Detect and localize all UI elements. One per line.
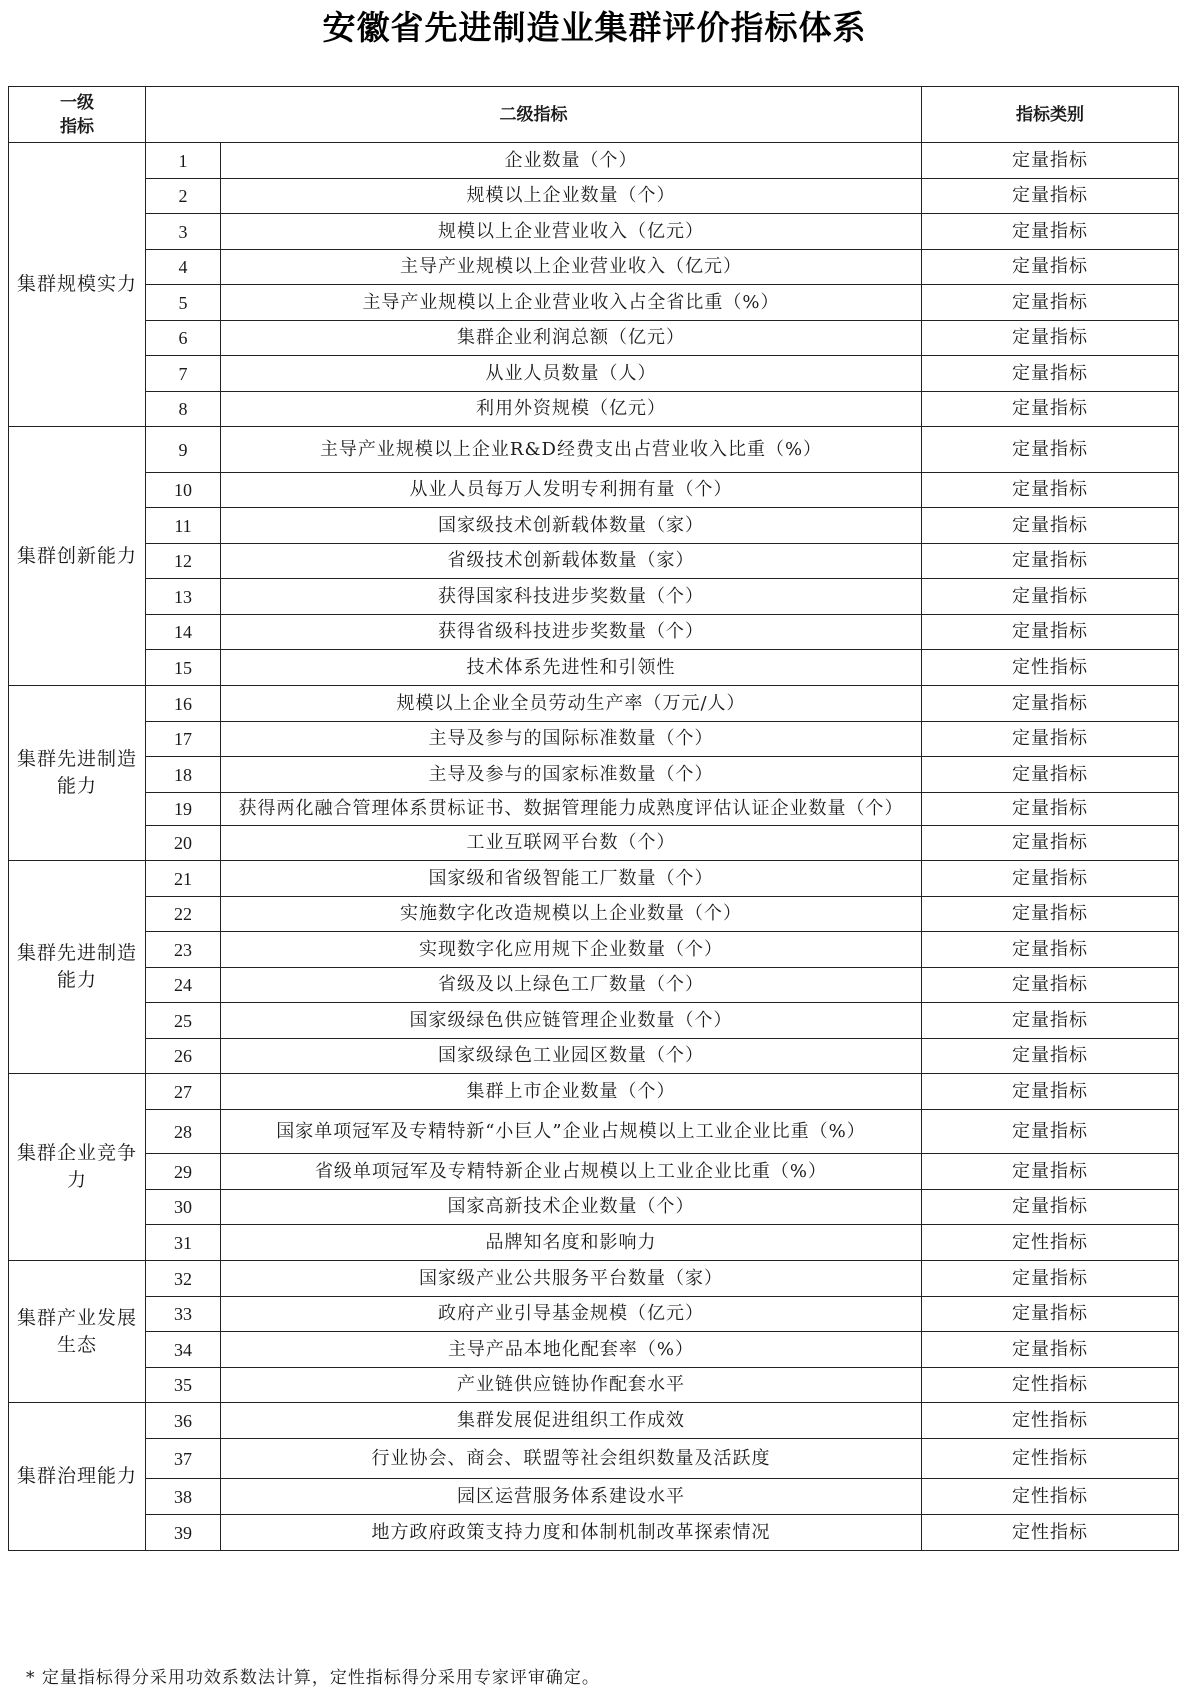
header-level1-line2: 指标 bbox=[60, 116, 94, 137]
row-number: 7 bbox=[146, 356, 221, 392]
row-number: 29 bbox=[146, 1154, 221, 1190]
row-number: 33 bbox=[146, 1297, 221, 1332]
indicator-name: 主导及参与的国家标准数量（个） bbox=[221, 757, 922, 793]
indicator-table bbox=[8, 86, 1179, 1551]
indicator-type: 定量指标 bbox=[922, 1154, 1179, 1190]
table-row bbox=[9, 1297, 1179, 1332]
row-number: 34 bbox=[146, 1332, 221, 1368]
indicator-type: 定量指标 bbox=[922, 285, 1179, 321]
indicator-name: 集群企业利润总额（亿元） bbox=[221, 321, 922, 356]
header-category: 指标类别 bbox=[922, 87, 1179, 143]
table-row bbox=[9, 321, 1179, 356]
indicator-name: 国家单项冠军及专精特新“小巨人”企业占规模以上工业企业比重（%） bbox=[221, 1110, 922, 1154]
table-row bbox=[9, 508, 1179, 544]
indicator-type: 定量指标 bbox=[922, 932, 1179, 968]
table-row bbox=[9, 392, 1179, 427]
level1-indicator bbox=[9, 143, 146, 427]
indicator-name: 规模以上企业营业收入（亿元） bbox=[221, 214, 922, 250]
indicator-name: 集群发展促进组织工作成效 bbox=[221, 1403, 922, 1439]
indicator-name: 国家级技术创新载体数量（家） bbox=[221, 508, 922, 544]
indicator-type: 定量指标 bbox=[922, 1003, 1179, 1039]
row-number: 11 bbox=[146, 508, 221, 544]
table-row bbox=[9, 1225, 1179, 1261]
indicator-type: 定性指标 bbox=[922, 1368, 1179, 1403]
table-row bbox=[9, 1368, 1179, 1403]
level1-indicator-line2: 力 bbox=[66, 1169, 87, 1191]
indicator-type: 定性指标 bbox=[922, 1225, 1179, 1261]
level1-indicator-line2: 能力 bbox=[56, 969, 97, 991]
row-number: 22 bbox=[146, 897, 221, 932]
indicator-type: 定量指标 bbox=[922, 544, 1179, 579]
row-number: 6 bbox=[146, 321, 221, 356]
indicator-type: 定量指标 bbox=[922, 793, 1179, 826]
level1-indicator-line2: 生态 bbox=[56, 1333, 97, 1356]
indicator-name: 省级技术创新载体数量（家） bbox=[221, 544, 922, 579]
indicator-name: 技术体系先进性和引领性 bbox=[221, 650, 922, 686]
table-header-row bbox=[9, 87, 1179, 143]
footnote: * 定量指标得分采用功效系数法计算，定性指标得分采用专家评审确定。 bbox=[26, 1668, 600, 1688]
table-row bbox=[9, 1479, 1179, 1515]
row-number: 10 bbox=[146, 473, 221, 508]
indicator-type: 定量指标 bbox=[922, 579, 1179, 615]
indicator-name: 主导及参与的国际标准数量（个） bbox=[221, 722, 922, 757]
indicator-name: 获得两化融合管理体系贯标证书、数据管理能力成熟度评估认证企业数量（个） bbox=[221, 793, 922, 826]
table-row bbox=[9, 356, 1179, 392]
indicator-type: 定量指标 bbox=[922, 214, 1179, 250]
indicator-type: 定量指标 bbox=[922, 1074, 1179, 1110]
indicator-name: 从业人员每万人发明专利拥有量（个） bbox=[221, 473, 922, 508]
indicator-type: 定量指标 bbox=[922, 392, 1179, 427]
table-row bbox=[9, 250, 1179, 285]
table-row bbox=[9, 473, 1179, 508]
table-row bbox=[9, 179, 1179, 214]
table-row bbox=[9, 214, 1179, 250]
row-number: 17 bbox=[146, 722, 221, 757]
row-number: 1 bbox=[146, 143, 221, 179]
table-row bbox=[9, 1074, 1179, 1110]
level1-indicator-line2: 能力 bbox=[56, 775, 97, 797]
indicator-name: 主导产品本地化配套率（%） bbox=[221, 1332, 922, 1368]
indicator-name: 获得省级科技进步奖数量（个） bbox=[221, 615, 922, 650]
indicator-type: 定量指标 bbox=[922, 1190, 1179, 1225]
row-number: 23 bbox=[146, 932, 221, 968]
row-number: 4 bbox=[146, 250, 221, 285]
indicator-name: 品牌知名度和影响力 bbox=[221, 1225, 922, 1261]
indicator-type: 定量指标 bbox=[922, 179, 1179, 214]
indicator-name: 产业链供应链协作配套水平 bbox=[221, 1368, 922, 1403]
indicator-type: 定量指标 bbox=[922, 1039, 1179, 1074]
level1-indicator-line1: 集群产业发展 bbox=[17, 1306, 138, 1329]
row-number: 9 bbox=[146, 427, 221, 473]
row-number: 39 bbox=[146, 1515, 221, 1551]
table-row bbox=[9, 615, 1179, 650]
indicator-name: 主导产业规模以上企业营业收入（亿元） bbox=[221, 250, 922, 285]
table-row bbox=[9, 1261, 1179, 1297]
page-title: 安徽省先进制造业集群评价指标体系 bbox=[322, 8, 867, 47]
indicator-type: 定量指标 bbox=[922, 321, 1179, 356]
table-row bbox=[9, 1003, 1179, 1039]
row-number: 14 bbox=[146, 615, 221, 650]
indicator-type: 定量指标 bbox=[922, 427, 1179, 473]
indicator-type: 定性指标 bbox=[922, 1515, 1179, 1551]
row-number: 3 bbox=[146, 214, 221, 250]
level1-indicator bbox=[9, 1074, 146, 1261]
table-row bbox=[9, 1332, 1179, 1368]
indicator-type: 定量指标 bbox=[922, 1297, 1179, 1332]
row-number: 2 bbox=[146, 179, 221, 214]
table-row bbox=[9, 722, 1179, 757]
row-number: 37 bbox=[146, 1439, 221, 1479]
level1-indicator bbox=[9, 861, 146, 1074]
header-level1 bbox=[9, 87, 146, 143]
row-number: 16 bbox=[146, 686, 221, 722]
level1-indicator-line1: 集群规模实力 bbox=[17, 273, 138, 295]
indicator-name: 利用外资规模（亿元） bbox=[221, 392, 922, 427]
indicator-name: 园区运营服务体系建设水平 bbox=[221, 1479, 922, 1515]
table-row bbox=[9, 861, 1179, 897]
row-number: 25 bbox=[146, 1003, 221, 1039]
indicator-type: 定性指标 bbox=[922, 1479, 1179, 1515]
indicator-name: 省级及以上绿色工厂数量（个） bbox=[221, 968, 922, 1003]
level1-indicator-line1: 集群治理能力 bbox=[17, 1465, 138, 1487]
indicator-type: 定量指标 bbox=[922, 356, 1179, 392]
header-level2: 二级指标 bbox=[146, 87, 922, 143]
indicator-type: 定量指标 bbox=[922, 722, 1179, 757]
row-number: 13 bbox=[146, 579, 221, 615]
indicator-name: 行业协会、商会、联盟等社会组织数量及活跃度 bbox=[221, 1439, 922, 1479]
indicator-name: 国家高新技术企业数量（个） bbox=[221, 1190, 922, 1225]
indicator-type: 定量指标 bbox=[922, 250, 1179, 285]
indicator-type: 定量指标 bbox=[922, 1261, 1179, 1297]
indicator-name: 实施数字化改造规模以上企业数量（个） bbox=[221, 897, 922, 932]
row-number: 5 bbox=[146, 285, 221, 321]
row-number: 15 bbox=[146, 650, 221, 686]
indicator-name: 国家级绿色工业园区数量（个） bbox=[221, 1039, 922, 1074]
indicator-name: 国家级绿色供应链管理企业数量（个） bbox=[221, 1003, 922, 1039]
indicator-type: 定量指标 bbox=[922, 615, 1179, 650]
table-row bbox=[9, 1154, 1179, 1190]
level1-indicator-line1: 集群企业竞争 bbox=[17, 1142, 138, 1164]
indicator-name: 国家级产业公共服务平台数量（家） bbox=[221, 1261, 922, 1297]
indicator-name: 主导产业规模以上企业R&D经费支出占营业收入比重（%） bbox=[221, 427, 922, 473]
indicator-name: 规模以上企业数量（个） bbox=[221, 179, 922, 214]
row-number: 19 bbox=[146, 793, 221, 826]
indicator-name: 政府产业引导基金规模（亿元） bbox=[221, 1297, 922, 1332]
indicator-type: 定量指标 bbox=[922, 897, 1179, 932]
table-row bbox=[9, 427, 1179, 473]
level1-indicator bbox=[9, 427, 146, 686]
indicator-type: 定量指标 bbox=[922, 473, 1179, 508]
table-row bbox=[9, 143, 1179, 179]
indicator-type: 定量指标 bbox=[922, 757, 1179, 793]
table-row bbox=[9, 968, 1179, 1003]
table-row bbox=[9, 1190, 1179, 1225]
indicator-name: 地方政府政策支持力度和体制机制改革探索情况 bbox=[221, 1515, 922, 1551]
level1-indicator bbox=[9, 686, 146, 861]
row-number: 12 bbox=[146, 544, 221, 579]
row-number: 28 bbox=[146, 1110, 221, 1154]
level1-indicator-line1: 集群先进制造 bbox=[17, 748, 138, 770]
row-number: 21 bbox=[146, 861, 221, 897]
indicator-name: 规模以上企业全员劳动生产率（万元/人） bbox=[221, 686, 922, 722]
table-row bbox=[9, 1515, 1179, 1551]
row-number: 36 bbox=[146, 1403, 221, 1439]
table-row bbox=[9, 1110, 1179, 1154]
row-number: 32 bbox=[146, 1261, 221, 1297]
indicator-name: 从业人员数量（人） bbox=[221, 356, 922, 392]
indicator-name: 集群上市企业数量（个） bbox=[221, 1074, 922, 1110]
table-row bbox=[9, 579, 1179, 615]
indicator-name: 实现数字化应用规下企业数量（个） bbox=[221, 932, 922, 968]
indicator-type: 定量指标 bbox=[922, 686, 1179, 722]
indicator-type: 定量指标 bbox=[922, 968, 1179, 1003]
row-number: 31 bbox=[146, 1225, 221, 1261]
indicator-type: 定性指标 bbox=[922, 1403, 1179, 1439]
indicator-type: 定量指标 bbox=[922, 143, 1179, 179]
table-row bbox=[9, 686, 1179, 722]
indicator-type: 定量指标 bbox=[922, 826, 1179, 861]
indicator-name: 获得国家科技进步奖数量（个） bbox=[221, 579, 922, 615]
row-number: 38 bbox=[146, 1479, 221, 1515]
indicator-name: 省级单项冠军及专精特新企业占规模以上工业企业比重（%） bbox=[221, 1154, 922, 1190]
indicator-type: 定性指标 bbox=[922, 1439, 1179, 1479]
row-number: 24 bbox=[146, 968, 221, 1003]
level1-indicator bbox=[9, 1261, 146, 1403]
table-row bbox=[9, 1403, 1179, 1439]
header-level1-line1: 一级 bbox=[60, 92, 94, 113]
indicator-type: 定量指标 bbox=[922, 1110, 1179, 1154]
row-number: 35 bbox=[146, 1368, 221, 1403]
indicator-type: 定性指标 bbox=[922, 650, 1179, 686]
table-row bbox=[9, 826, 1179, 861]
indicator-name: 主导产业规模以上企业营业收入占全省比重（%） bbox=[221, 285, 922, 321]
indicator-name: 企业数量（个） bbox=[221, 143, 922, 179]
table-row bbox=[9, 757, 1179, 793]
indicator-type: 定量指标 bbox=[922, 508, 1179, 544]
row-number: 18 bbox=[146, 757, 221, 793]
table-row bbox=[9, 793, 1179, 826]
table-row bbox=[9, 932, 1179, 968]
table-row bbox=[9, 650, 1179, 686]
row-number: 26 bbox=[146, 1039, 221, 1074]
row-number: 20 bbox=[146, 826, 221, 861]
level1-indicator-line1: 集群先进制造 bbox=[17, 942, 138, 964]
table-row bbox=[9, 285, 1179, 321]
row-number: 8 bbox=[146, 392, 221, 427]
row-number: 27 bbox=[146, 1074, 221, 1110]
table-row bbox=[9, 897, 1179, 932]
table-row bbox=[9, 544, 1179, 579]
indicator-type: 定量指标 bbox=[922, 1332, 1179, 1368]
indicator-name: 工业互联网平台数（个） bbox=[221, 826, 922, 861]
level1-indicator bbox=[9, 1403, 146, 1551]
indicator-name: 国家级和省级智能工厂数量（个） bbox=[221, 861, 922, 897]
indicator-type: 定量指标 bbox=[922, 861, 1179, 897]
level1-indicator-line1: 集群创新能力 bbox=[17, 544, 138, 567]
table-row bbox=[9, 1039, 1179, 1074]
row-number: 30 bbox=[146, 1190, 221, 1225]
table-row bbox=[9, 1439, 1179, 1479]
